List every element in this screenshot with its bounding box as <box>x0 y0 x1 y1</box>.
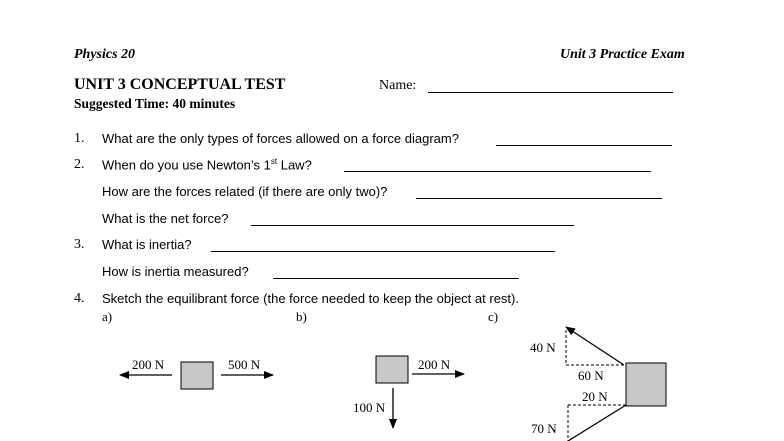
force-label-a-left: 200 N <box>132 357 165 372</box>
force-arrow-lower-c <box>568 405 626 441</box>
force-arrow-upper-c <box>566 327 624 365</box>
diagram-c <box>530 327 666 441</box>
force-label-c-40: 40 N <box>530 340 556 355</box>
question-2c-text: What is the net force? <box>102 211 229 226</box>
page-title: UNIT 3 CONCEPTUAL TEST <box>74 76 286 93</box>
force-label-c-20: 20 N <box>582 389 608 404</box>
question-3-text: What is inertia? <box>102 237 192 252</box>
question-number: 1. <box>74 131 85 146</box>
question-2-text: When do you use Newton’s 1st Law? <box>102 157 312 173</box>
question-1-text: What are the only types of forces allowed on a force diagram? <box>102 131 459 146</box>
object-box-a <box>181 362 213 389</box>
question-2b-text: How are the forces related (if there are only two)? <box>102 184 388 199</box>
question-4-text: Sketch the equilibrant force (the force needed to keep the object at rest). <box>102 291 519 306</box>
object-box-c <box>626 363 666 406</box>
course-header: Physics 20 <box>74 47 136 62</box>
part-c-label: c) <box>488 309 499 324</box>
force-label-c-60: 60 N <box>578 368 604 383</box>
part-a-label: a) <box>102 309 113 324</box>
force-label-b-down: 100 N <box>353 400 386 415</box>
diagram-b <box>353 356 464 428</box>
force-label-a-right: 500 N <box>228 357 261 372</box>
force-label-b-right: 200 N <box>418 357 451 372</box>
force-label-c-70: 70 N <box>531 421 557 436</box>
question-number: 4. <box>74 291 85 306</box>
name-label: Name: <box>379 78 417 93</box>
object-box-b <box>376 356 408 383</box>
question-number: 2. <box>74 157 85 172</box>
question-number: 3. <box>74 237 85 252</box>
part-b-label: b) <box>296 309 307 324</box>
exam-header: Unit 3 Practice Exam <box>560 47 685 62</box>
question-3b-text: How is inertia measured? <box>102 264 249 279</box>
suggested-time: Suggested Time: 40 minutes <box>74 96 236 111</box>
diagram-a <box>120 357 273 389</box>
